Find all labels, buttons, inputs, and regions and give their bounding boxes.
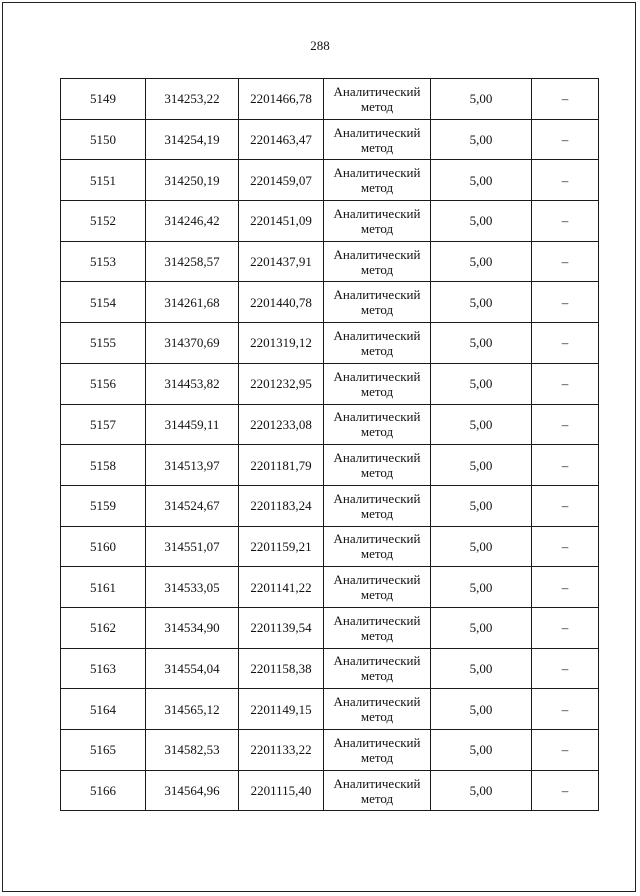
table-row [61,445,599,486]
table-row [61,770,599,811]
error-cell: 5,00 [431,445,532,486]
x-coordinate-cell: 314524,67 [146,485,239,526]
y-coordinate-cell: 2201233,08 [239,404,324,445]
point-number-cell: 5159 [61,485,146,526]
point-number-cell: 5152 [61,201,146,242]
table-row [61,607,599,648]
table-row [61,567,599,608]
note-cell: – [532,363,599,404]
method-cell [324,282,431,323]
note-cell: – [532,79,599,120]
method-line-1: Аналитический [333,734,421,750]
x-coordinate-cell: 314253,22 [146,79,239,120]
method-cell [324,730,431,771]
method-line-1: Аналитический [333,83,421,99]
method-cell [324,445,431,486]
method-line-1: Аналитический [333,490,421,506]
x-coordinate-cell: 314565,12 [146,689,239,730]
method-line-1: Аналитический [333,572,421,588]
note-cell: – [532,160,599,201]
table-row [61,79,599,120]
method-line-1: Аналитический [333,409,421,425]
method-cell [324,770,431,811]
error-cell: 5,00 [431,201,532,242]
method-line-2: метод [360,505,394,521]
y-coordinate-cell: 2201158,38 [239,648,324,689]
coordinates-table-body [61,79,599,811]
point-number-cell: 5153 [61,241,146,282]
method-cell [324,323,431,364]
x-coordinate-cell: 314551,07 [146,526,239,567]
method-line-2: метод [360,790,394,806]
method-line-1: Аналитический [333,775,421,791]
method-line-2: метод [360,383,394,399]
x-coordinate-cell: 314261,68 [146,282,239,323]
method-line-2: метод [360,587,394,603]
y-coordinate-cell: 2201149,15 [239,689,324,730]
note-cell: – [532,282,599,323]
method-cell [324,689,431,730]
method-line-2: метод [360,342,394,358]
table-row [61,648,599,689]
table-row [61,526,599,567]
note-cell: – [532,730,599,771]
note-cell: – [532,526,599,567]
method-cell [324,201,431,242]
x-coordinate-cell: 314534,90 [146,607,239,648]
point-number-cell: 5157 [61,404,146,445]
error-cell: 5,00 [431,485,532,526]
y-coordinate-cell: 2201139,54 [239,607,324,648]
method-line-1: Аналитический [333,246,421,262]
table-row [61,404,599,445]
x-coordinate-cell: 314370,69 [146,323,239,364]
note-cell: – [532,607,599,648]
method-line-1: Аналитический [333,327,421,343]
error-cell: 5,00 [431,648,532,689]
method-cell [324,79,431,120]
point-number-cell: 5160 [61,526,146,567]
error-cell: 5,00 [431,282,532,323]
method-line-1: Аналитический [333,653,421,669]
y-coordinate-cell: 2201440,78 [239,282,324,323]
method-cell [324,648,431,689]
error-cell: 5,00 [431,241,532,282]
error-cell: 5,00 [431,160,532,201]
x-coordinate-cell: 314533,05 [146,567,239,608]
error-cell: 5,00 [431,363,532,404]
point-number-cell: 5151 [61,160,146,201]
error-cell: 5,00 [431,607,532,648]
method-cell [324,485,431,526]
note-cell: – [532,485,599,526]
method-line-1: Аналитический [333,205,421,221]
error-cell: 5,00 [431,730,532,771]
method-line-1: Аналитический [333,612,421,628]
table-row [61,485,599,526]
point-number-cell: 5149 [61,79,146,120]
x-coordinate-cell: 314453,82 [146,363,239,404]
y-coordinate-cell: 2201133,22 [239,730,324,771]
error-cell: 5,00 [431,689,532,730]
y-coordinate-cell: 2201115,40 [239,770,324,811]
method-line-2: метод [360,261,394,277]
method-line-1: Аналитический [333,694,421,710]
table-row [61,323,599,364]
point-number-cell: 5150 [61,119,146,160]
method-cell [324,363,431,404]
method-line-1: Аналитический [333,531,421,547]
note-cell: – [532,770,599,811]
error-cell: 5,00 [431,79,532,120]
method-cell [324,404,431,445]
method-cell [324,241,431,282]
method-cell [324,160,431,201]
method-line-2: метод [360,98,394,114]
note-cell: – [532,648,599,689]
error-cell: 5,00 [431,323,532,364]
table-row [61,241,599,282]
y-coordinate-cell: 2201463,47 [239,119,324,160]
error-cell: 5,00 [431,404,532,445]
error-cell: 5,00 [431,526,532,567]
table-row [61,730,599,771]
note-cell: – [532,567,599,608]
x-coordinate-cell: 314513,97 [146,445,239,486]
point-number-cell: 5166 [61,770,146,811]
method-cell [324,567,431,608]
method-line-2: метод [360,749,394,765]
coordinates-table [60,78,599,811]
x-coordinate-cell: 314254,19 [146,119,239,160]
x-coordinate-cell: 314554,04 [146,648,239,689]
x-coordinate-cell: 314246,42 [146,201,239,242]
method-line-2: метод [360,709,394,725]
point-number-cell: 5158 [61,445,146,486]
error-cell: 5,00 [431,567,532,608]
method-line-2: метод [360,139,394,155]
y-coordinate-cell: 2201437,91 [239,241,324,282]
method-line-2: метод [360,424,394,440]
point-number-cell: 5156 [61,363,146,404]
note-cell: – [532,323,599,364]
y-coordinate-cell: 2201232,95 [239,363,324,404]
note-cell: – [532,241,599,282]
point-number-cell: 5165 [61,730,146,771]
table-row [61,363,599,404]
page-number: 288 [310,38,330,53]
method-line-2: метод [360,220,394,236]
method-line-1: Аналитический [333,368,421,384]
x-coordinate-cell: 314459,11 [146,404,239,445]
method-line-1: Аналитический [333,450,421,466]
point-number-cell: 5162 [61,607,146,648]
point-number-cell: 5161 [61,567,146,608]
x-coordinate-cell: 314564,96 [146,770,239,811]
y-coordinate-cell: 2201451,09 [239,201,324,242]
error-cell: 5,00 [431,770,532,811]
x-coordinate-cell: 314258,57 [146,241,239,282]
note-cell: – [532,404,599,445]
note-cell: – [532,445,599,486]
method-cell [324,119,431,160]
table-row [61,201,599,242]
note-cell: – [532,119,599,160]
y-coordinate-cell: 2201319,12 [239,323,324,364]
method-line-1: Аналитический [333,287,421,303]
method-line-1: Аналитический [333,124,421,140]
method-line-1: Аналитический [333,165,421,181]
error-cell: 5,00 [431,119,532,160]
y-coordinate-cell: 2201181,79 [239,445,324,486]
method-line-2: метод [360,180,394,196]
method-cell [324,526,431,567]
x-coordinate-cell: 314582,53 [146,730,239,771]
method-line-2: метод [360,546,394,562]
method-line-2: метод [360,302,394,318]
method-line-2: метод [360,465,394,481]
method-line-2: метод [360,627,394,643]
table-row [61,119,599,160]
method-line-2: метод [360,668,394,684]
y-coordinate-cell: 2201159,21 [239,526,324,567]
method-cell [324,607,431,648]
note-cell: – [532,689,599,730]
point-number-cell: 5164 [61,689,146,730]
x-coordinate-cell: 314250,19 [146,160,239,201]
y-coordinate-cell: 2201466,78 [239,79,324,120]
y-coordinate-cell: 2201459,07 [239,160,324,201]
note-cell: – [532,201,599,242]
table-row [61,160,599,201]
table-row [61,282,599,323]
table-row [61,689,599,730]
y-coordinate-cell: 2201141,22 [239,567,324,608]
point-number-cell: 5155 [61,323,146,364]
y-coordinate-cell: 2201183,24 [239,485,324,526]
point-number-cell: 5154 [61,282,146,323]
point-number-cell: 5163 [61,648,146,689]
